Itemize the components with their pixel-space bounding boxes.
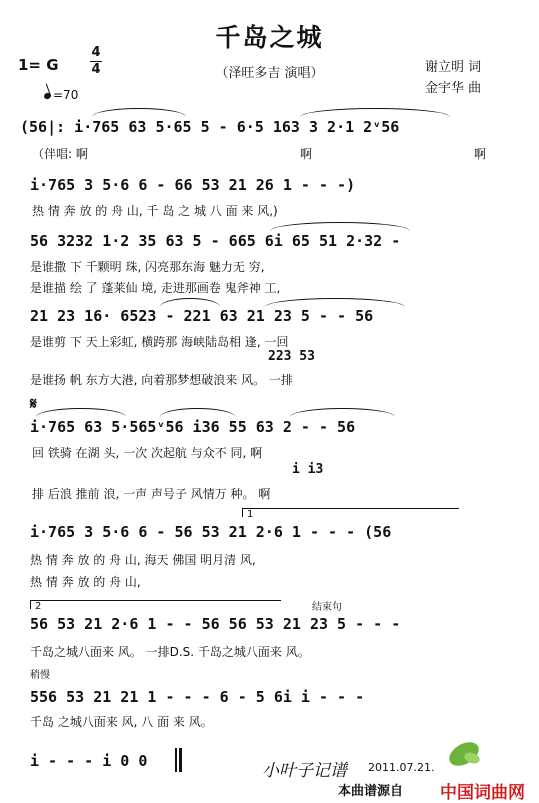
composer: 金宇华 曲 xyxy=(425,81,482,96)
key-signature: 1= G xyxy=(18,56,59,74)
subtitle: （泽旺多吉 演唱） xyxy=(215,66,324,81)
time-top: 4 xyxy=(91,45,101,60)
lyric-2: 热 情 奔 放 的 舟 山, 千 岛 之 城 八 面 来 风,) xyxy=(32,204,278,218)
alt-notes-4: 223 53 xyxy=(268,349,315,364)
recorder-credit: 小叶子记谱 xyxy=(262,761,347,781)
score-line-8: 556 53 21 21 1 - - - 6 - 5 6i i - - - xyxy=(30,688,365,706)
lyric-7: 千岛之城八面来 风。 一排D.S. 千岛之城八面来 风。 xyxy=(30,645,310,659)
leaf-logo-icon xyxy=(444,738,484,770)
lyric-8: 千岛 之城八面来 风, 八 面 来 风。 xyxy=(30,715,213,729)
score-line-5: i·765 63 5·565ᵛ56 i36 55 63 2 - - 56 xyxy=(30,418,356,436)
score-line-9: i - - - i 0 0 xyxy=(30,752,148,770)
alt-notes-5: i i3 xyxy=(292,462,324,477)
time-signature xyxy=(90,46,102,77)
lyric-4b: 是谁扬 帆 东方大港, 向着那梦想破浪来 风。 一排 xyxy=(30,373,293,387)
page-title: 千岛之城 xyxy=(215,23,324,52)
lyric-5a: 回 铁骑 在湖 头, 一次 次起航 与众不 同, 啊 xyxy=(32,446,263,460)
record-date: 2011.07.21. xyxy=(368,761,435,774)
segno-icon: 𝄋 xyxy=(30,394,37,413)
lyric-1b: 啊 xyxy=(300,147,313,161)
lyric-4a: 是谁剪 下 天上彩虹, 横跨那 海峡陆岛相 逢, 一回 xyxy=(30,335,289,349)
lyric-1a: （伴唱: 啊 xyxy=(32,147,88,161)
lyricist: 谢立明 词 xyxy=(425,60,482,75)
lyric-3b: 是谁描 绘 了 蓬莱仙 境, 走进那画卷 鬼斧神 工, xyxy=(30,281,281,295)
tempo-slow: 稍慢 xyxy=(30,670,50,681)
lyric-5b: 排 后浪 推前 浪, 一声 声号子 风情万 种。 啊 xyxy=(32,487,271,501)
score-line-7: 56 53 21 2·6 1 - - 56 56 53 21 23 5 - - - xyxy=(30,615,401,633)
lyric-6a: 热 情 奔 放 的 舟 山, 海天 佛国 明月清 风, xyxy=(30,553,256,567)
volta-2: 2 xyxy=(30,600,281,609)
lyric-6b: 热 情 奔 放 的 舟 山, xyxy=(30,575,141,589)
volta-1: 1 xyxy=(242,508,459,517)
score-line-6: i·765 3 5·6 6 - 56 53 21 2·6 1 - - - (56 xyxy=(30,523,392,541)
ending-label: 结束句 xyxy=(312,602,342,613)
score-line-2: i·765 3 5·6 6 - 66 53 21 26 1 - - -) xyxy=(30,176,356,194)
score-line-3: 56 3232 1·2 35 63 5 - 665 6i 65 51 2·32 - xyxy=(30,232,401,250)
lyric-3a: 是谁撒 下 千颗明 珠, 闪亮那东海 魅力无 穷, xyxy=(30,260,265,274)
score-line-1: (56|: i·765 63 5·65 5 - 6·5 163 3 2·1 2ᵛ56 xyxy=(20,118,400,136)
time-bottom: 4 xyxy=(91,62,101,77)
score-line-4: 21 23 16· 6523 - 221 63 21 23 5 - - 56 xyxy=(30,307,374,325)
source-label: 本曲谱源自 xyxy=(338,784,404,799)
site-name: 中国词曲网 xyxy=(440,783,525,803)
quarter-note-icon xyxy=(43,91,52,99)
tempo-mark: =70 xyxy=(44,88,78,102)
lyric-1c: 啊 xyxy=(474,147,487,161)
